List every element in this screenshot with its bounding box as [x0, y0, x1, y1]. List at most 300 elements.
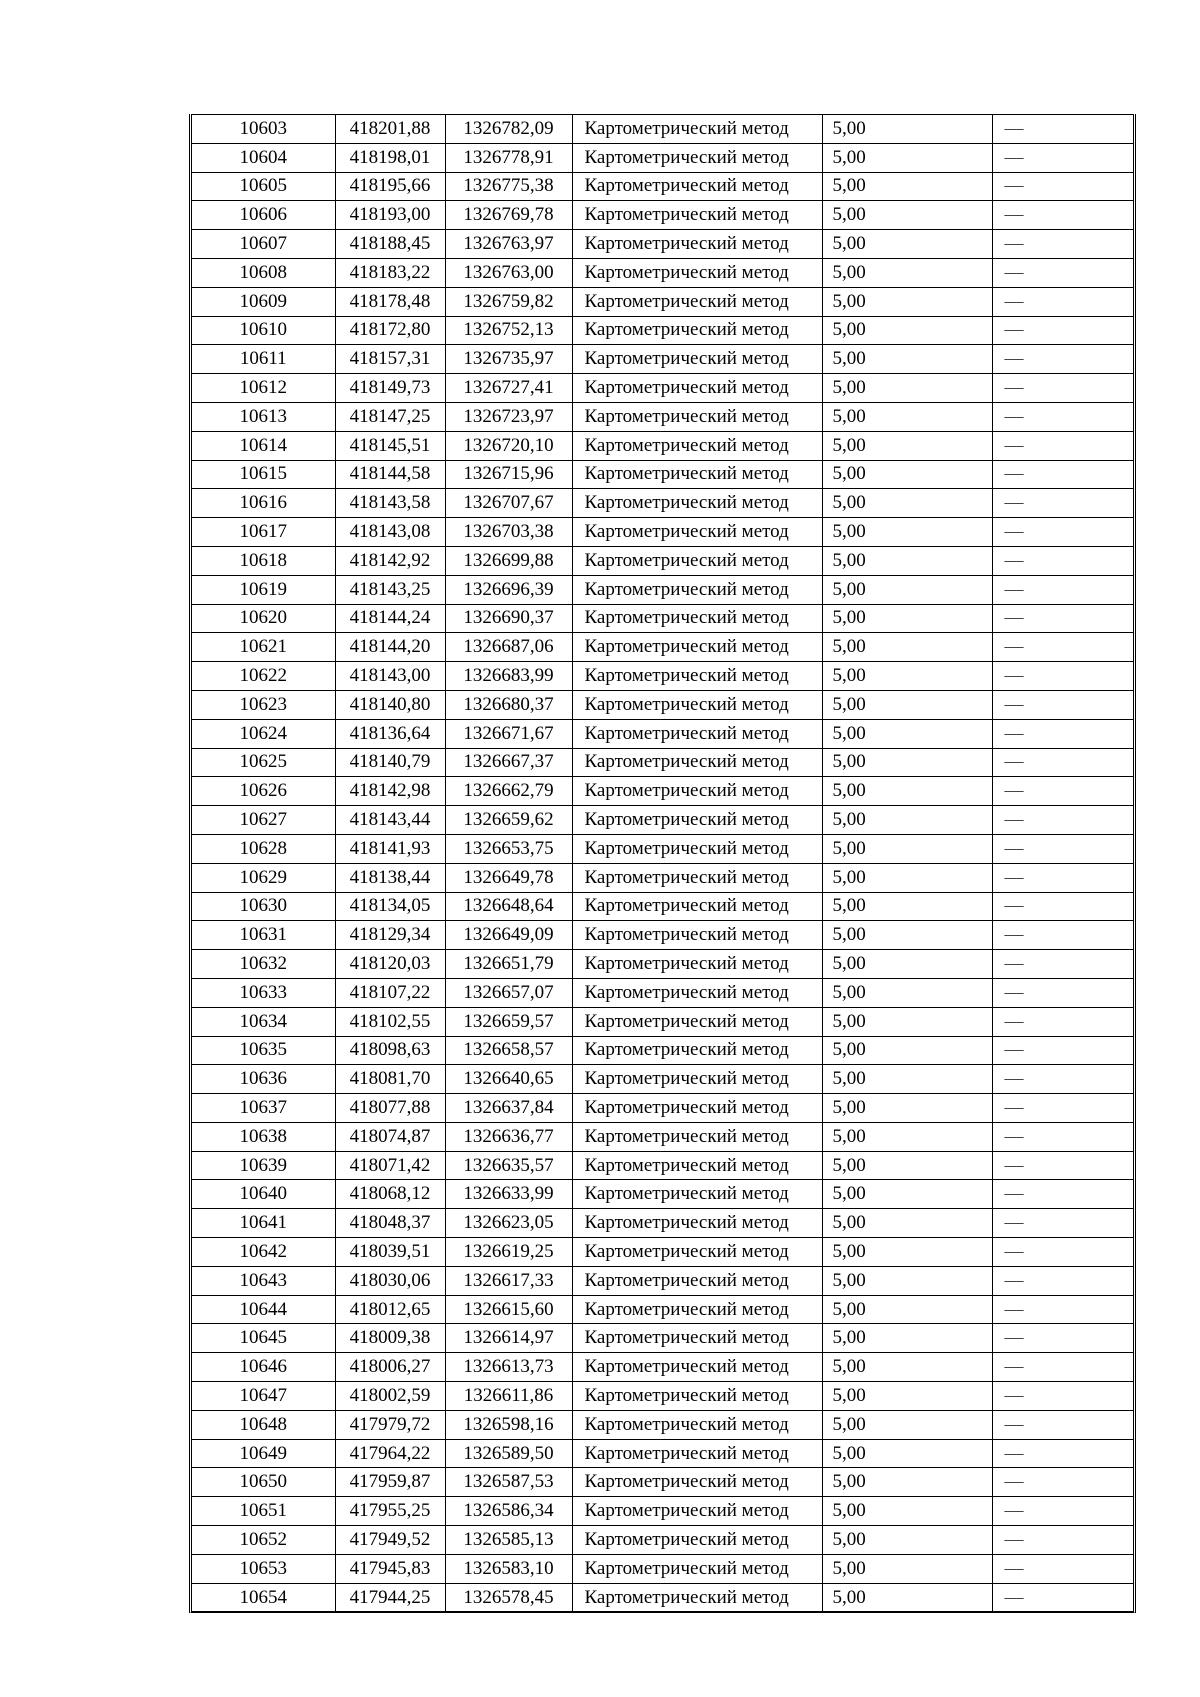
- method-cell: Картометрический метод: [572, 258, 822, 287]
- x-coordinate-cell: 418157,31: [335, 345, 445, 374]
- method-cell: Картометрический метод: [572, 1151, 822, 1180]
- coordinates-table-frame: [189, 114, 1136, 1613]
- y-coordinate-cell: 1326613,73: [445, 1353, 572, 1382]
- y-coordinate-cell: 1326649,09: [445, 921, 572, 950]
- table-row: [192, 921, 1133, 950]
- description-cell: —: [992, 1065, 1133, 1094]
- accuracy-cell: 5,00: [822, 806, 992, 835]
- description-cell: —: [992, 1266, 1133, 1295]
- accuracy-cell: 5,00: [822, 201, 992, 230]
- table-row: [192, 978, 1133, 1007]
- y-coordinate-cell: 1326658,57: [445, 1036, 572, 1065]
- description-cell: —: [992, 1324, 1133, 1353]
- point-number-cell: 10641: [192, 1209, 335, 1238]
- x-coordinate-cell: 417964,22: [335, 1439, 445, 1468]
- y-coordinate-cell: 1326696,39: [445, 575, 572, 604]
- table-row: [192, 230, 1133, 259]
- point-number-cell: 10646: [192, 1353, 335, 1382]
- coordinates-table: [192, 114, 1133, 1612]
- description-cell: —: [992, 201, 1133, 230]
- accuracy-cell: 5,00: [822, 1468, 992, 1497]
- method-cell: Картометрический метод: [572, 777, 822, 806]
- x-coordinate-cell: 418140,80: [335, 690, 445, 719]
- method-cell: Картометрический метод: [572, 950, 822, 979]
- method-cell: Картометрический метод: [572, 1209, 822, 1238]
- point-number-cell: 10625: [192, 748, 335, 777]
- accuracy-cell: 5,00: [822, 1094, 992, 1123]
- y-coordinate-cell: 1326578,45: [445, 1583, 572, 1612]
- table-row: [192, 1295, 1133, 1324]
- method-cell: Картометрический метод: [572, 575, 822, 604]
- method-cell: Картометрический метод: [572, 1353, 822, 1382]
- y-coordinate-cell: 1326615,60: [445, 1295, 572, 1324]
- x-coordinate-cell: 418048,37: [335, 1209, 445, 1238]
- point-number-cell: 10620: [192, 604, 335, 633]
- accuracy-cell: 5,00: [822, 402, 992, 431]
- x-coordinate-cell: 418071,42: [335, 1151, 445, 1180]
- description-cell: —: [992, 1583, 1133, 1612]
- description-cell: —: [992, 374, 1133, 403]
- x-coordinate-cell: 418012,65: [335, 1295, 445, 1324]
- y-coordinate-cell: 1326727,41: [445, 374, 572, 403]
- x-coordinate-cell: 418068,12: [335, 1180, 445, 1209]
- description-cell: —: [992, 950, 1133, 979]
- description-cell: —: [992, 230, 1133, 259]
- point-number-cell: 10652: [192, 1526, 335, 1555]
- accuracy-cell: 5,00: [822, 662, 992, 691]
- accuracy-cell: 5,00: [822, 1554, 992, 1583]
- accuracy-cell: 5,00: [822, 1410, 992, 1439]
- table-row: [192, 1209, 1133, 1238]
- method-cell: Картометрический метод: [572, 806, 822, 835]
- accuracy-cell: 5,00: [822, 575, 992, 604]
- table-row: [192, 748, 1133, 777]
- method-cell: Картометрический метод: [572, 345, 822, 374]
- x-coordinate-cell: 418142,92: [335, 546, 445, 575]
- description-cell: —: [992, 115, 1133, 144]
- description-cell: —: [992, 1382, 1133, 1411]
- table-row: [192, 115, 1133, 144]
- point-number-cell: 10618: [192, 546, 335, 575]
- accuracy-cell: 5,00: [822, 489, 992, 518]
- table-row: [192, 662, 1133, 691]
- description-cell: —: [992, 1151, 1133, 1180]
- method-cell: Картометрический метод: [572, 1497, 822, 1526]
- y-coordinate-cell: 1326659,62: [445, 806, 572, 835]
- y-coordinate-cell: 1326583,10: [445, 1554, 572, 1583]
- accuracy-cell: 5,00: [822, 604, 992, 633]
- x-coordinate-cell: 418145,51: [335, 431, 445, 460]
- table-row: [192, 258, 1133, 287]
- description-cell: —: [992, 662, 1133, 691]
- y-coordinate-cell: 1326598,16: [445, 1410, 572, 1439]
- method-cell: Картометрический метод: [572, 1554, 822, 1583]
- x-coordinate-cell: 418147,25: [335, 402, 445, 431]
- method-cell: Картометрический метод: [572, 518, 822, 547]
- point-number-cell: 10622: [192, 662, 335, 691]
- description-cell: —: [992, 1209, 1133, 1238]
- method-cell: Картометрический метод: [572, 748, 822, 777]
- point-number-cell: 10648: [192, 1410, 335, 1439]
- method-cell: Картометрический метод: [572, 719, 822, 748]
- accuracy-cell: 5,00: [822, 1180, 992, 1209]
- table-row: [192, 1007, 1133, 1036]
- accuracy-cell: 5,00: [822, 978, 992, 1007]
- point-number-cell: 10609: [192, 287, 335, 316]
- y-coordinate-cell: 1326653,75: [445, 834, 572, 863]
- x-coordinate-cell: 418006,27: [335, 1353, 445, 1382]
- method-cell: Картометрический метод: [572, 1094, 822, 1123]
- method-cell: Картометрический метод: [572, 172, 822, 201]
- point-number-cell: 10631: [192, 921, 335, 950]
- x-coordinate-cell: 418138,44: [335, 863, 445, 892]
- accuracy-cell: 5,00: [822, 374, 992, 403]
- point-number-cell: 10638: [192, 1122, 335, 1151]
- x-coordinate-cell: 418074,87: [335, 1122, 445, 1151]
- accuracy-cell: 5,00: [822, 1526, 992, 1555]
- description-cell: —: [992, 978, 1133, 1007]
- accuracy-cell: 5,00: [822, 115, 992, 144]
- x-coordinate-cell: 418143,25: [335, 575, 445, 604]
- y-coordinate-cell: 1326680,37: [445, 690, 572, 719]
- point-number-cell: 10633: [192, 978, 335, 1007]
- table-row: [192, 1526, 1133, 1555]
- y-coordinate-cell: 1326671,67: [445, 719, 572, 748]
- point-number-cell: 10649: [192, 1439, 335, 1468]
- x-coordinate-cell: 418144,58: [335, 460, 445, 489]
- y-coordinate-cell: 1326782,09: [445, 115, 572, 144]
- x-coordinate-cell: 418188,45: [335, 230, 445, 259]
- method-cell: Картометрический метод: [572, 230, 822, 259]
- accuracy-cell: 5,00: [822, 1583, 992, 1612]
- point-number-cell: 10615: [192, 460, 335, 489]
- table-row: [192, 489, 1133, 518]
- description-cell: —: [992, 258, 1133, 287]
- table-row: [192, 402, 1133, 431]
- table-row: [192, 1468, 1133, 1497]
- accuracy-cell: 5,00: [822, 345, 992, 374]
- y-coordinate-cell: 1326585,13: [445, 1526, 572, 1555]
- description-cell: —: [992, 431, 1133, 460]
- y-coordinate-cell: 1326683,99: [445, 662, 572, 691]
- table-row: [192, 863, 1133, 892]
- point-number-cell: 10624: [192, 719, 335, 748]
- description-cell: —: [992, 460, 1133, 489]
- y-coordinate-cell: 1326611,86: [445, 1382, 572, 1411]
- accuracy-cell: 5,00: [822, 258, 992, 287]
- accuracy-cell: 5,00: [822, 892, 992, 921]
- x-coordinate-cell: 418143,00: [335, 662, 445, 691]
- x-coordinate-cell: 418009,38: [335, 1324, 445, 1353]
- description-cell: —: [992, 172, 1133, 201]
- description-cell: —: [992, 316, 1133, 345]
- x-coordinate-cell: 418140,79: [335, 748, 445, 777]
- description-cell: —: [992, 1468, 1133, 1497]
- x-coordinate-cell: 418002,59: [335, 1382, 445, 1411]
- accuracy-cell: 5,00: [822, 1497, 992, 1526]
- table-row: [192, 1065, 1133, 1094]
- description-cell: —: [992, 892, 1133, 921]
- accuracy-cell: 5,00: [822, 460, 992, 489]
- point-number-cell: 10634: [192, 1007, 335, 1036]
- table-row: [192, 1353, 1133, 1382]
- y-coordinate-cell: 1326587,53: [445, 1468, 572, 1497]
- x-coordinate-cell: 418129,34: [335, 921, 445, 950]
- accuracy-cell: 5,00: [822, 834, 992, 863]
- method-cell: Картометрический метод: [572, 633, 822, 662]
- method-cell: Картометрический метод: [572, 1583, 822, 1612]
- table-row: [192, 1180, 1133, 1209]
- table-row: [192, 1036, 1133, 1065]
- point-number-cell: 10616: [192, 489, 335, 518]
- y-coordinate-cell: 1326648,64: [445, 892, 572, 921]
- point-number-cell: 10617: [192, 518, 335, 547]
- point-number-cell: 10619: [192, 575, 335, 604]
- x-coordinate-cell: 418039,51: [335, 1238, 445, 1267]
- table-row: [192, 1382, 1133, 1411]
- point-number-cell: 10612: [192, 374, 335, 403]
- accuracy-cell: 5,00: [822, 1439, 992, 1468]
- accuracy-cell: 5,00: [822, 1007, 992, 1036]
- table-row: [192, 1266, 1133, 1295]
- point-number-cell: 10640: [192, 1180, 335, 1209]
- x-coordinate-cell: 418172,80: [335, 316, 445, 345]
- y-coordinate-cell: 1326723,97: [445, 402, 572, 431]
- description-cell: —: [992, 748, 1133, 777]
- method-cell: Картометрический метод: [572, 1382, 822, 1411]
- point-number-cell: 10651: [192, 1497, 335, 1526]
- table-row: [192, 1094, 1133, 1123]
- y-coordinate-cell: 1326617,33: [445, 1266, 572, 1295]
- accuracy-cell: 5,00: [822, 1065, 992, 1094]
- method-cell: Картометрический метод: [572, 834, 822, 863]
- y-coordinate-cell: 1326649,78: [445, 863, 572, 892]
- point-number-cell: 10644: [192, 1295, 335, 1324]
- method-cell: Картометрический метод: [572, 1410, 822, 1439]
- accuracy-cell: 5,00: [822, 316, 992, 345]
- description-cell: —: [992, 345, 1133, 374]
- x-coordinate-cell: 418201,88: [335, 115, 445, 144]
- x-coordinate-cell: 417949,52: [335, 1526, 445, 1555]
- description-cell: —: [992, 1295, 1133, 1324]
- accuracy-cell: 5,00: [822, 1122, 992, 1151]
- description-cell: —: [992, 1238, 1133, 1267]
- description-cell: —: [992, 575, 1133, 604]
- x-coordinate-cell: 418143,44: [335, 806, 445, 835]
- method-cell: Картометрический метод: [572, 1036, 822, 1065]
- y-coordinate-cell: 1326589,50: [445, 1439, 572, 1468]
- accuracy-cell: 5,00: [822, 230, 992, 259]
- accuracy-cell: 5,00: [822, 287, 992, 316]
- accuracy-cell: 5,00: [822, 950, 992, 979]
- y-coordinate-cell: 1326619,25: [445, 1238, 572, 1267]
- point-number-cell: 10603: [192, 115, 335, 144]
- method-cell: Картометрический метод: [572, 1007, 822, 1036]
- x-coordinate-cell: 418195,66: [335, 172, 445, 201]
- table-row: [192, 1439, 1133, 1468]
- table-row: [192, 950, 1133, 979]
- accuracy-cell: 5,00: [822, 1353, 992, 1382]
- point-number-cell: 10645: [192, 1324, 335, 1353]
- point-number-cell: 10621: [192, 633, 335, 662]
- method-cell: Картометрический метод: [572, 460, 822, 489]
- accuracy-cell: 5,00: [822, 690, 992, 719]
- table-row: [192, 892, 1133, 921]
- accuracy-cell: 5,00: [822, 748, 992, 777]
- y-coordinate-cell: 1326662,79: [445, 777, 572, 806]
- y-coordinate-cell: 1326640,65: [445, 1065, 572, 1094]
- x-coordinate-cell: 418144,24: [335, 604, 445, 633]
- y-coordinate-cell: 1326763,97: [445, 230, 572, 259]
- y-coordinate-cell: 1326667,37: [445, 748, 572, 777]
- y-coordinate-cell: 1326687,06: [445, 633, 572, 662]
- table-row: [192, 719, 1133, 748]
- description-cell: —: [992, 518, 1133, 547]
- accuracy-cell: 5,00: [822, 143, 992, 172]
- x-coordinate-cell: 418077,88: [335, 1094, 445, 1123]
- point-number-cell: 10611: [192, 345, 335, 374]
- x-coordinate-cell: 418107,22: [335, 978, 445, 1007]
- x-coordinate-cell: 418098,63: [335, 1036, 445, 1065]
- y-coordinate-cell: 1326659,57: [445, 1007, 572, 1036]
- y-coordinate-cell: 1326752,13: [445, 316, 572, 345]
- x-coordinate-cell: 418136,64: [335, 719, 445, 748]
- method-cell: Картометрический метод: [572, 690, 822, 719]
- table-row: [192, 172, 1133, 201]
- x-coordinate-cell: 418141,93: [335, 834, 445, 863]
- method-cell: Картометрический метод: [572, 1122, 822, 1151]
- coordinates-table-body: [192, 115, 1133, 1612]
- table-row: [192, 604, 1133, 633]
- accuracy-cell: 5,00: [822, 777, 992, 806]
- table-row: [192, 1583, 1133, 1612]
- point-number-cell: 10626: [192, 777, 335, 806]
- description-cell: —: [992, 402, 1133, 431]
- y-coordinate-cell: 1326633,99: [445, 1180, 572, 1209]
- point-number-cell: 10604: [192, 143, 335, 172]
- accuracy-cell: 5,00: [822, 546, 992, 575]
- accuracy-cell: 5,00: [822, 633, 992, 662]
- accuracy-cell: 5,00: [822, 1382, 992, 1411]
- x-coordinate-cell: 418183,22: [335, 258, 445, 287]
- x-coordinate-cell: 417979,72: [335, 1410, 445, 1439]
- description-cell: —: [992, 1036, 1133, 1065]
- y-coordinate-cell: 1326720,10: [445, 431, 572, 460]
- table-row: [192, 518, 1133, 547]
- table-row: [192, 287, 1133, 316]
- y-coordinate-cell: 1326637,84: [445, 1094, 572, 1123]
- y-coordinate-cell: 1326636,77: [445, 1122, 572, 1151]
- description-cell: —: [992, 834, 1133, 863]
- table-row: [192, 834, 1133, 863]
- point-number-cell: 10606: [192, 201, 335, 230]
- table-row: [192, 1410, 1133, 1439]
- x-coordinate-cell: 417945,83: [335, 1554, 445, 1583]
- description-cell: —: [992, 863, 1133, 892]
- description-cell: —: [992, 1353, 1133, 1382]
- method-cell: Картометрический метод: [572, 316, 822, 345]
- method-cell: Картометрический метод: [572, 115, 822, 144]
- point-number-cell: 10630: [192, 892, 335, 921]
- description-cell: —: [992, 1554, 1133, 1583]
- y-coordinate-cell: 1326623,05: [445, 1209, 572, 1238]
- method-cell: Картометрический метод: [572, 892, 822, 921]
- point-number-cell: 10613: [192, 402, 335, 431]
- description-cell: —: [992, 1439, 1133, 1468]
- method-cell: Картометрический метод: [572, 1238, 822, 1267]
- description-cell: —: [992, 546, 1133, 575]
- y-coordinate-cell: 1326778,91: [445, 143, 572, 172]
- method-cell: Картометрический метод: [572, 1526, 822, 1555]
- x-coordinate-cell: 418134,05: [335, 892, 445, 921]
- point-number-cell: 10653: [192, 1554, 335, 1583]
- x-coordinate-cell: 418144,20: [335, 633, 445, 662]
- point-number-cell: 10654: [192, 1583, 335, 1612]
- x-coordinate-cell: 418143,08: [335, 518, 445, 547]
- method-cell: Картометрический метод: [572, 489, 822, 518]
- point-number-cell: 10623: [192, 690, 335, 719]
- table-row: [192, 374, 1133, 403]
- method-cell: Картометрический метод: [572, 201, 822, 230]
- x-coordinate-cell: 418102,55: [335, 1007, 445, 1036]
- description-cell: —: [992, 489, 1133, 518]
- description-cell: —: [992, 143, 1133, 172]
- table-row: [192, 201, 1133, 230]
- table-row: [192, 1122, 1133, 1151]
- x-coordinate-cell: 418198,01: [335, 143, 445, 172]
- description-cell: —: [992, 1526, 1133, 1555]
- y-coordinate-cell: 1326735,97: [445, 345, 572, 374]
- point-number-cell: 10639: [192, 1151, 335, 1180]
- method-cell: Картометрический метод: [572, 431, 822, 460]
- accuracy-cell: 5,00: [822, 1209, 992, 1238]
- point-number-cell: 10627: [192, 806, 335, 835]
- table-row: [192, 345, 1133, 374]
- table-row: [192, 546, 1133, 575]
- point-number-cell: 10610: [192, 316, 335, 345]
- y-coordinate-cell: 1326763,00: [445, 258, 572, 287]
- accuracy-cell: 5,00: [822, 719, 992, 748]
- point-number-cell: 10643: [192, 1266, 335, 1295]
- table-row: [192, 316, 1133, 345]
- x-coordinate-cell: 417959,87: [335, 1468, 445, 1497]
- accuracy-cell: 5,00: [822, 921, 992, 950]
- description-cell: —: [992, 604, 1133, 633]
- accuracy-cell: 5,00: [822, 172, 992, 201]
- description-cell: —: [992, 1410, 1133, 1439]
- method-cell: Картометрический метод: [572, 402, 822, 431]
- description-cell: —: [992, 1094, 1133, 1123]
- method-cell: Картометрический метод: [572, 287, 822, 316]
- table-row: [192, 633, 1133, 662]
- y-coordinate-cell: 1326759,82: [445, 287, 572, 316]
- table-row: [192, 460, 1133, 489]
- table-row: [192, 777, 1133, 806]
- method-cell: Картометрический метод: [572, 1266, 822, 1295]
- point-number-cell: 10628: [192, 834, 335, 863]
- y-coordinate-cell: 1326699,88: [445, 546, 572, 575]
- point-number-cell: 10614: [192, 431, 335, 460]
- description-cell: —: [992, 1180, 1133, 1209]
- point-number-cell: 10636: [192, 1065, 335, 1094]
- point-number-cell: 10647: [192, 1382, 335, 1411]
- description-cell: —: [992, 777, 1133, 806]
- y-coordinate-cell: 1326703,38: [445, 518, 572, 547]
- point-number-cell: 10635: [192, 1036, 335, 1065]
- method-cell: Картометрический метод: [572, 1065, 822, 1094]
- y-coordinate-cell: 1326769,78: [445, 201, 572, 230]
- method-cell: Картометрический метод: [572, 374, 822, 403]
